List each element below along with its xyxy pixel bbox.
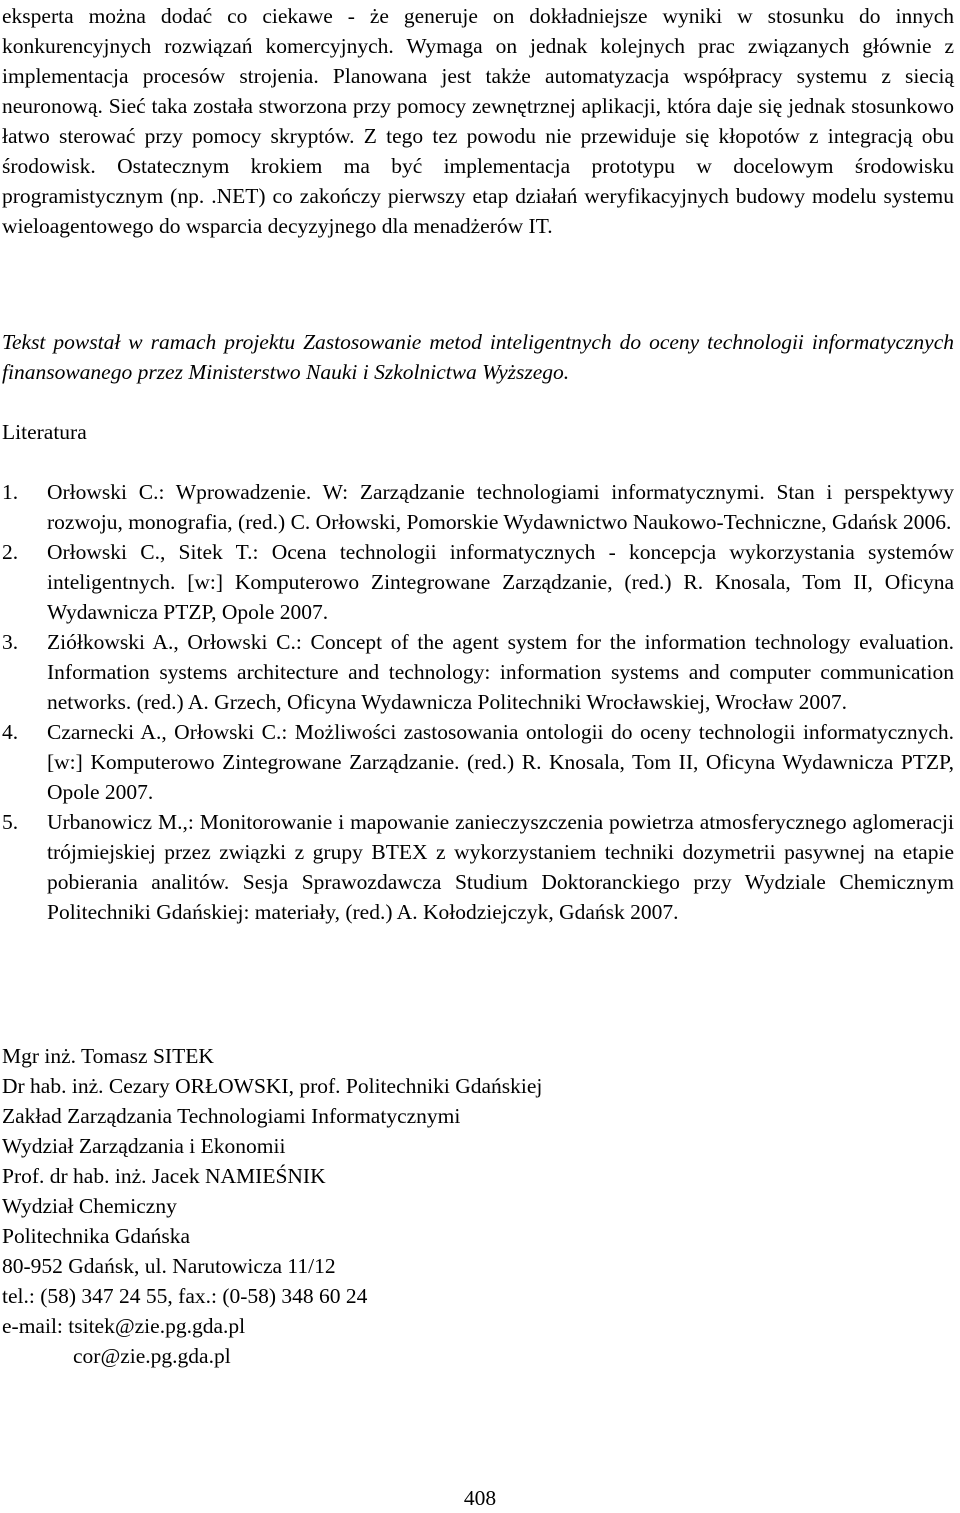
- reference-number: 5.: [2, 810, 19, 834]
- references-list: [0, 477, 960, 927]
- reference-item: [0, 477, 954, 537]
- faculty: Wydział Chemiczny: [2, 1194, 177, 1218]
- email-link[interactable]: e-mail: tsitek@zie.pg.gda.pl: [2, 1314, 246, 1338]
- reference-text: Orłowski C.: Wprowadzenie. W: Zarządzanie technologiami informatycznymi. Stan i perspektywy rozwoju, monografia, (red.) C. Orłowski, Pomorskie Wydawnictwo Naukowo-Techniczne, Gdańsk 2006.: [47, 480, 954, 534]
- reference-number: 4.: [2, 720, 19, 744]
- author-affiliations: [2, 1041, 542, 1371]
- author-name: Mgr inż. Tomasz SITEK: [2, 1044, 214, 1068]
- author-name: Prof. dr hab. inż. Jacek NAMIEŚNIK: [2, 1164, 326, 1188]
- page-number: 408: [463, 1486, 497, 1510]
- faculty: Wydział Zarządzania i Ekonomii: [2, 1134, 286, 1158]
- reference-item: [0, 537, 954, 627]
- reference-item: [0, 807, 954, 927]
- phone-fax: tel.: (58) 347 24 55, fax.: (0-58) 348 60 24: [2, 1284, 368, 1308]
- reference-text: Ziółkowski A., Orłowski C.: Concept of the agent system for the information technology evaluation. Information systems architecture and technology: information systems and computer communication networks. (red.) A. Grzech, Oficyna Wydawnicza Politechniki Wrocławskiej, Wrocław 2007.: [47, 630, 954, 714]
- postal-address: 80-952 Gdańsk, ul. Narutowicza 11/12: [2, 1254, 336, 1278]
- reference-item: [0, 717, 954, 807]
- university: Politechnika Gdańska: [2, 1224, 191, 1248]
- references-heading: Literatura: [2, 420, 87, 444]
- reference-number: 1.: [2, 480, 19, 504]
- reference-number: 2.: [2, 540, 19, 564]
- reference-text: Czarnecki A., Orłowski C.: Możliwości zastosowania ontologii do oceny technologii informatycznych. [w:] Komputerowo Zintegrowane Zarządzanie. (red.) R. Knosala, Tom II, Oficyna Wydawnicza PTZP, Opole 2007.: [47, 720, 954, 804]
- department: Zakład Zarządzania Technologiami Informatycznymi: [2, 1104, 461, 1128]
- reference-number: 3.: [2, 630, 19, 654]
- reference-text: Urbanowicz M.,: Monitorowanie i mapowanie zanieczyszczenia powietrza atmosferycznego aglomeracji trójmiejskiej przez związki z grupy BTEX z wykorzystaniem techniki dozymetrii pasywnej na etapie pobierania analitów. Sesja Sprawozdawcza Studium Doktoranckiego przy Wydziale Chemicznym Politechniki Gdańskiej: materiały, (red.) A. Kołodziejczyk, Gdańsk 2007.: [47, 810, 954, 924]
- email-link[interactable]: cor@zie.pg.gda.pl: [73, 1344, 231, 1368]
- author-name: Dr hab. inż. Cezary ORŁOWSKI, prof. Politechniki Gdańskiej: [2, 1074, 543, 1098]
- funding-note: Tekst powstał w ramach projektu Zastosowanie metod inteligentnych do oceny technologii informatycznych finansowanego przez Ministerstwo Nauki i Szkolnictwa Wyższego.: [2, 330, 954, 384]
- reference-text: Orłowski C., Sitek T.: Ocena technologii informatycznych - koncepcja wykorzystania systemów inteligentnych. [w:] Komputerowo Zintegrowane Zarządzanie, (red.) R. Knosala, Tom II, Oficyna Wydawnicza PTZP, Opole 2007.: [47, 540, 954, 624]
- reference-item: [0, 627, 954, 717]
- body-paragraph: eksperta można dodać co ciekawe - że generuje on dokładniejsze wyniki w stosunku do innych konkurencyjnych rozwiązań komercyjnych. Wymaga on jednak kolejnych prac związanych głównie z implementacja procesów strojenia. Planowana jest także automatyzacja współpracy systemu z siecią neuronową. Sieć taka została stworzona przy pomocy zewnętrznej aplikacji, która daje się jednak stosunkowo łatwo sterować przy pomocy skryptów. Z tego tez powodu nie przewiduje się kłopotów z integracją obu środowisk. Ostatecznym krokiem ma być implementacja prototypu w docelowym środowisku programistycznym (np. .NET) co zakończy pierwszy etap działań weryfikacyjnych budowy modelu systemu wieloagentowego do wsparcia decyzyjnego dla menadżerów IT.: [2, 4, 954, 238]
